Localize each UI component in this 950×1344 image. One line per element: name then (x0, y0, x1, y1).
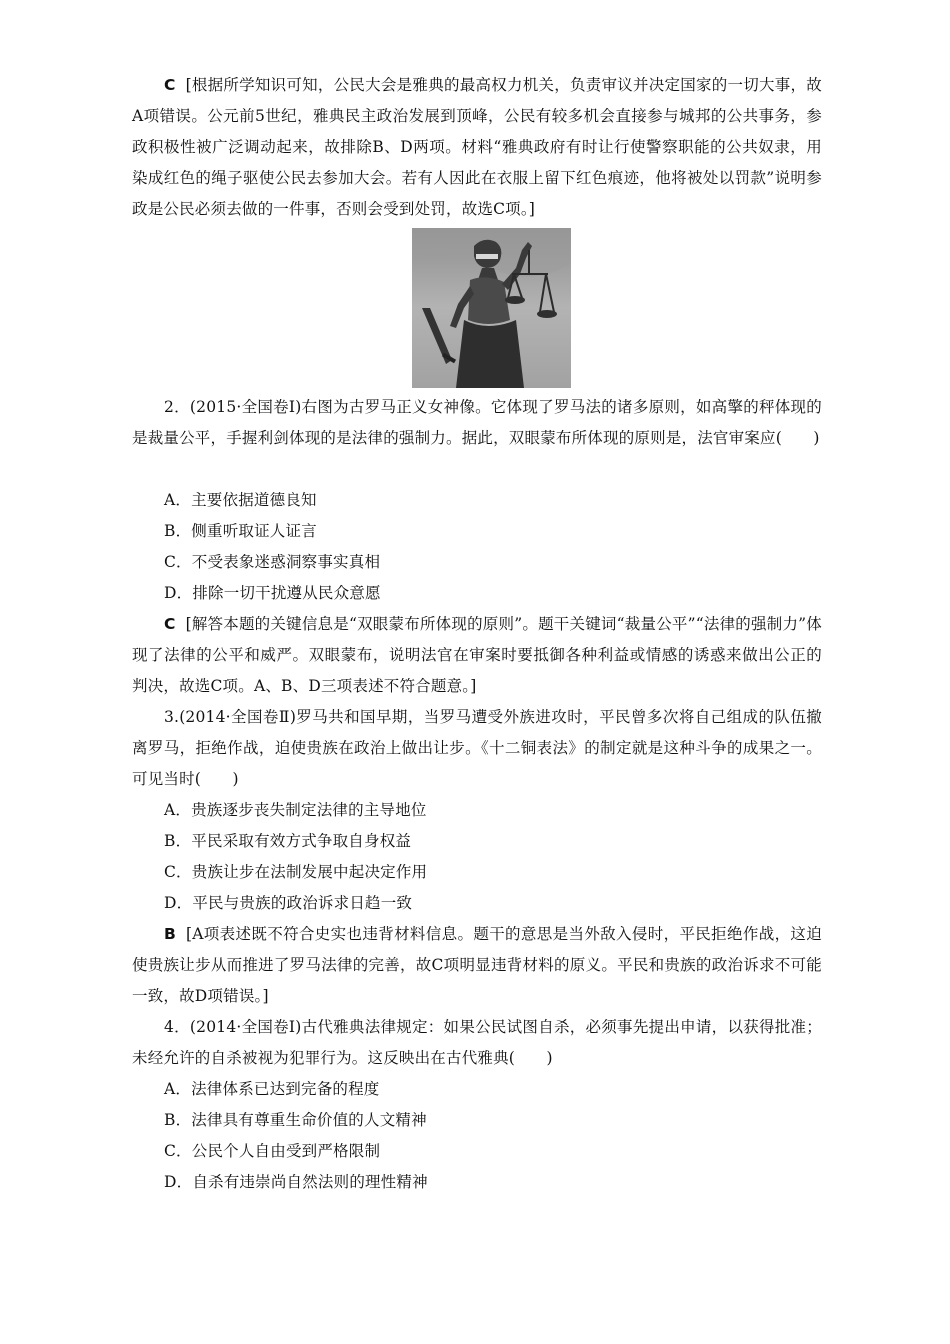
q3-option-b: B．平民采取有效方式争取自身权益 (164, 832, 412, 850)
justitia-statue-icon (412, 228, 571, 388)
justitia-statue-image (412, 228, 571, 388)
q2-option-d: D．排除一切干扰遵从民众意愿 (164, 584, 381, 602)
q2-answer-letter: C (164, 615, 176, 633)
q1-answer-block (132, 70, 822, 225)
q3-option-d: D．平民与贵族的政治诉求日趋一致 (164, 894, 413, 912)
q4-stem: 4．(2014·全国卷Ⅰ)古代雅典法律规定：如果公民试图自杀，必须事先提出申请，以获得批准；未经允许的自杀被视为犯罪行为。这反映出在古代雅典( ) (132, 1018, 822, 1067)
q2-answer-explanation: [解答本题的关键信息是“双眼蒙布所体现的原则”。题干关键词“裁量公平”“法律的强制力”体现了法律的公平和威严。双眼蒙布，说明法官在审案时要抵御各种利益或情感的诱惑来做出公正的判决，故选C项。A、B、D三项表述不符合题意。] (132, 615, 822, 695)
q2-stem: 2．(2015·全国卷Ⅰ)右图为古罗马正义女神像。它体现了罗马法的诸多原则，如高擎的秤体现的是裁量公平，手握利剑体现的是法律的强制力。据此，双眼蒙布所体现的原则是，法官审案应( ) (132, 398, 822, 447)
q2-option-c: C．不受表象迷惑洞察事实真相 (164, 553, 381, 571)
q3-option-c: C．贵族让步在法制发展中起决定作用 (164, 863, 428, 881)
q3-answer-explanation: [A项表述既不符合史实也违背材料信息。题干的意思是当外敌入侵时，平民拒绝作战，这迫使贵族让步从而推进了罗马法律的完善，故C项明显违背材料的原义。平民和贵族的政治诉求不可能一致，故D项错误。] (132, 925, 822, 1005)
q2-option-b: B．侧重听取证人证言 (164, 522, 317, 540)
q2-option-a: A．主要依据道德良知 (164, 491, 317, 509)
q4-option-b: B．法律具有尊重生命价值的人文精神 (164, 1111, 427, 1129)
q2-answer-block (132, 609, 822, 702)
q4-option-d: D．自杀有违崇尚自然法则的理性精神 (164, 1173, 428, 1191)
q4-option-a: A．法律体系已达到完备的程度 (164, 1080, 380, 1098)
q1-answer-explanation: [根据所学知识可知，公民大会是雅典的最高权力机关，负责审议并决定国家的一切大事，故A项错误。公元前5世纪，雅典民主政治发展到顶峰，公民有较多机会直接参与城邦的公共事务，参政积极性被广泛调动起来，故排除B、D两项。材料“雅典政府有时让行使警察职能的公共奴隶，用染成红色的绳子驱使公民去参加大会。若有人因此在衣服上留下红色痕迹，他将被处以罚款”说明参政是公民必须去做的一件事，否则会受到处罚，故选C项。] (132, 76, 822, 218)
q3-option-a: A．贵族逐步丧失制定法律的主导地位 (164, 801, 427, 819)
q1-answer-letter: C (164, 76, 176, 94)
q3-answer-block (132, 919, 822, 1012)
q3-stem: 3.(2014·全国卷Ⅱ)罗马共和国早期，当罗马遭受外族进攻时，平民曾多次将自己组成的队伍撤离罗马，拒绝作战，迫使贵族在政治上做出让步。《十二铜表法》的制定就是这种斗争的成果之一。可见当时( ) (132, 708, 822, 788)
q3-answer-letter: B (164, 925, 177, 943)
q4-option-c: C．公民个人自由受到严格限制 (164, 1142, 381, 1160)
